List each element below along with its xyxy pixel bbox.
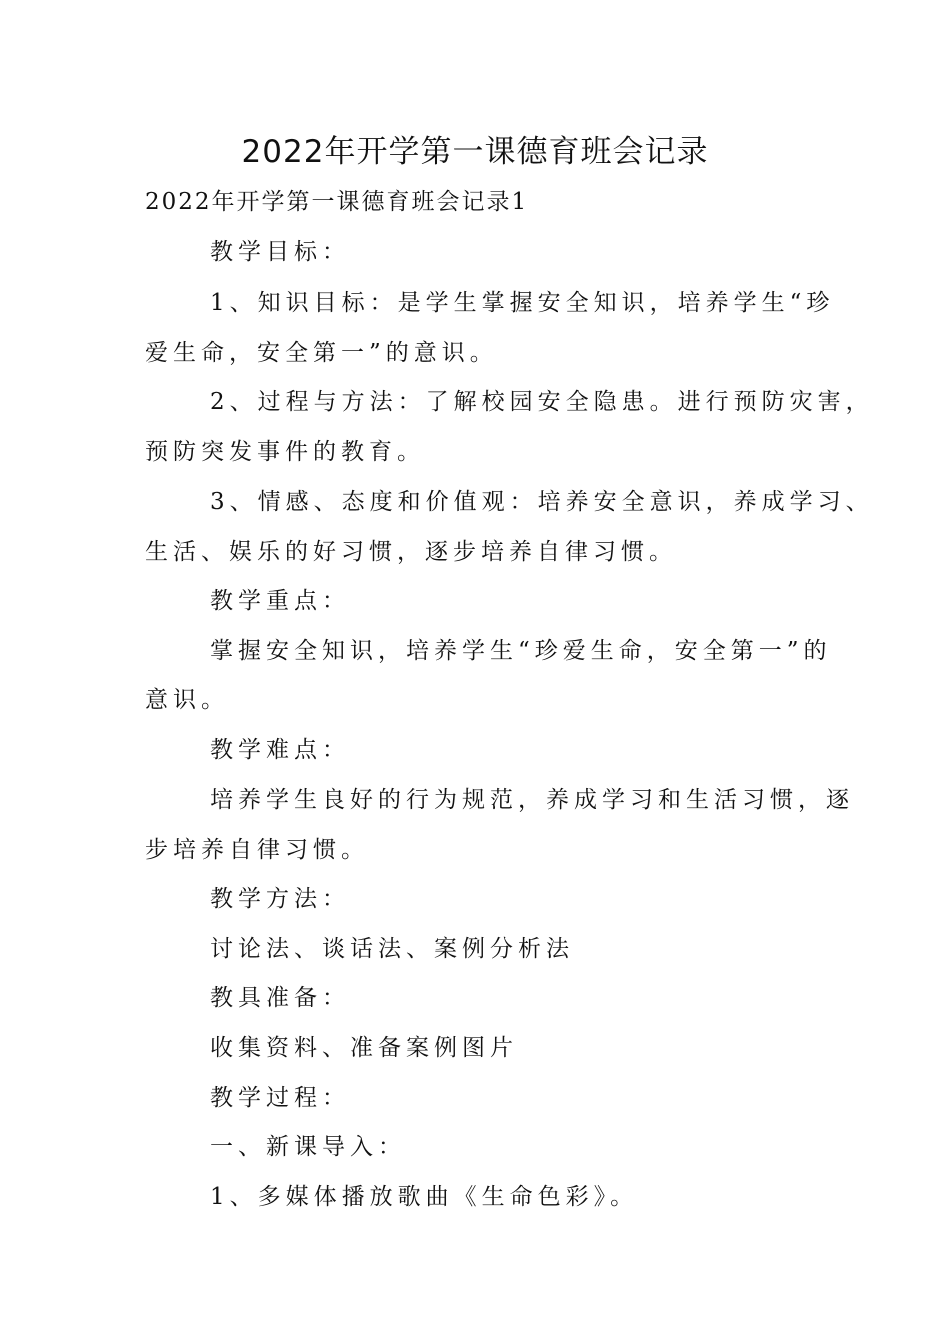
paragraph-line: 预防突发事件的教育。: [145, 439, 425, 465]
paragraph-line: 爱生命，安全第一”的意识。: [145, 340, 498, 366]
paragraph-line: 1、知识目标：是学生掌握安全知识，培养学生“珍: [210, 290, 835, 316]
section-heading: 2022年开学第一课德育班会记录1: [145, 189, 529, 215]
document-title: 2022年开学第一课德育班会记录: [241, 134, 709, 170]
paragraph-line: 意识。: [145, 687, 229, 713]
paragraph-line: 教学过程：: [210, 1085, 350, 1111]
paragraph-line: 收集资料、准备案例图片: [210, 1035, 518, 1061]
paragraph-line: 1、多媒体播放歌曲《生命色彩》。: [210, 1184, 639, 1210]
paragraph-line: 掌握安全知识，培养学生“珍爱生命，安全第一”的: [210, 638, 832, 664]
paragraph-line: 教学目标：: [210, 239, 350, 265]
paragraph-line: 培养学生良好的行为规范，养成学习和生活习惯，逐: [210, 787, 854, 813]
paragraph-line: 教学方法：: [210, 886, 350, 912]
paragraph-line: 生活、娱乐的好习惯，逐步培养自律习惯。: [145, 539, 677, 565]
paragraph-line: 讨论法、谈话法、案例分析法: [210, 936, 574, 962]
paragraph-line: 一、新课导入：: [210, 1134, 406, 1160]
paragraph-line: 教学难点：: [210, 737, 350, 763]
paragraph-line: 3、情感、态度和价值观：培养安全意识，养成学习、: [210, 489, 874, 515]
paragraph-line: 教学重点：: [210, 588, 350, 614]
paragraph-line: 步培养自律习惯。: [145, 837, 369, 863]
paragraph-line: 教具准备：: [210, 985, 350, 1011]
paragraph-line: 2、过程与方法：了解校园安全隐患。进行预防灾害，: [210, 389, 874, 415]
